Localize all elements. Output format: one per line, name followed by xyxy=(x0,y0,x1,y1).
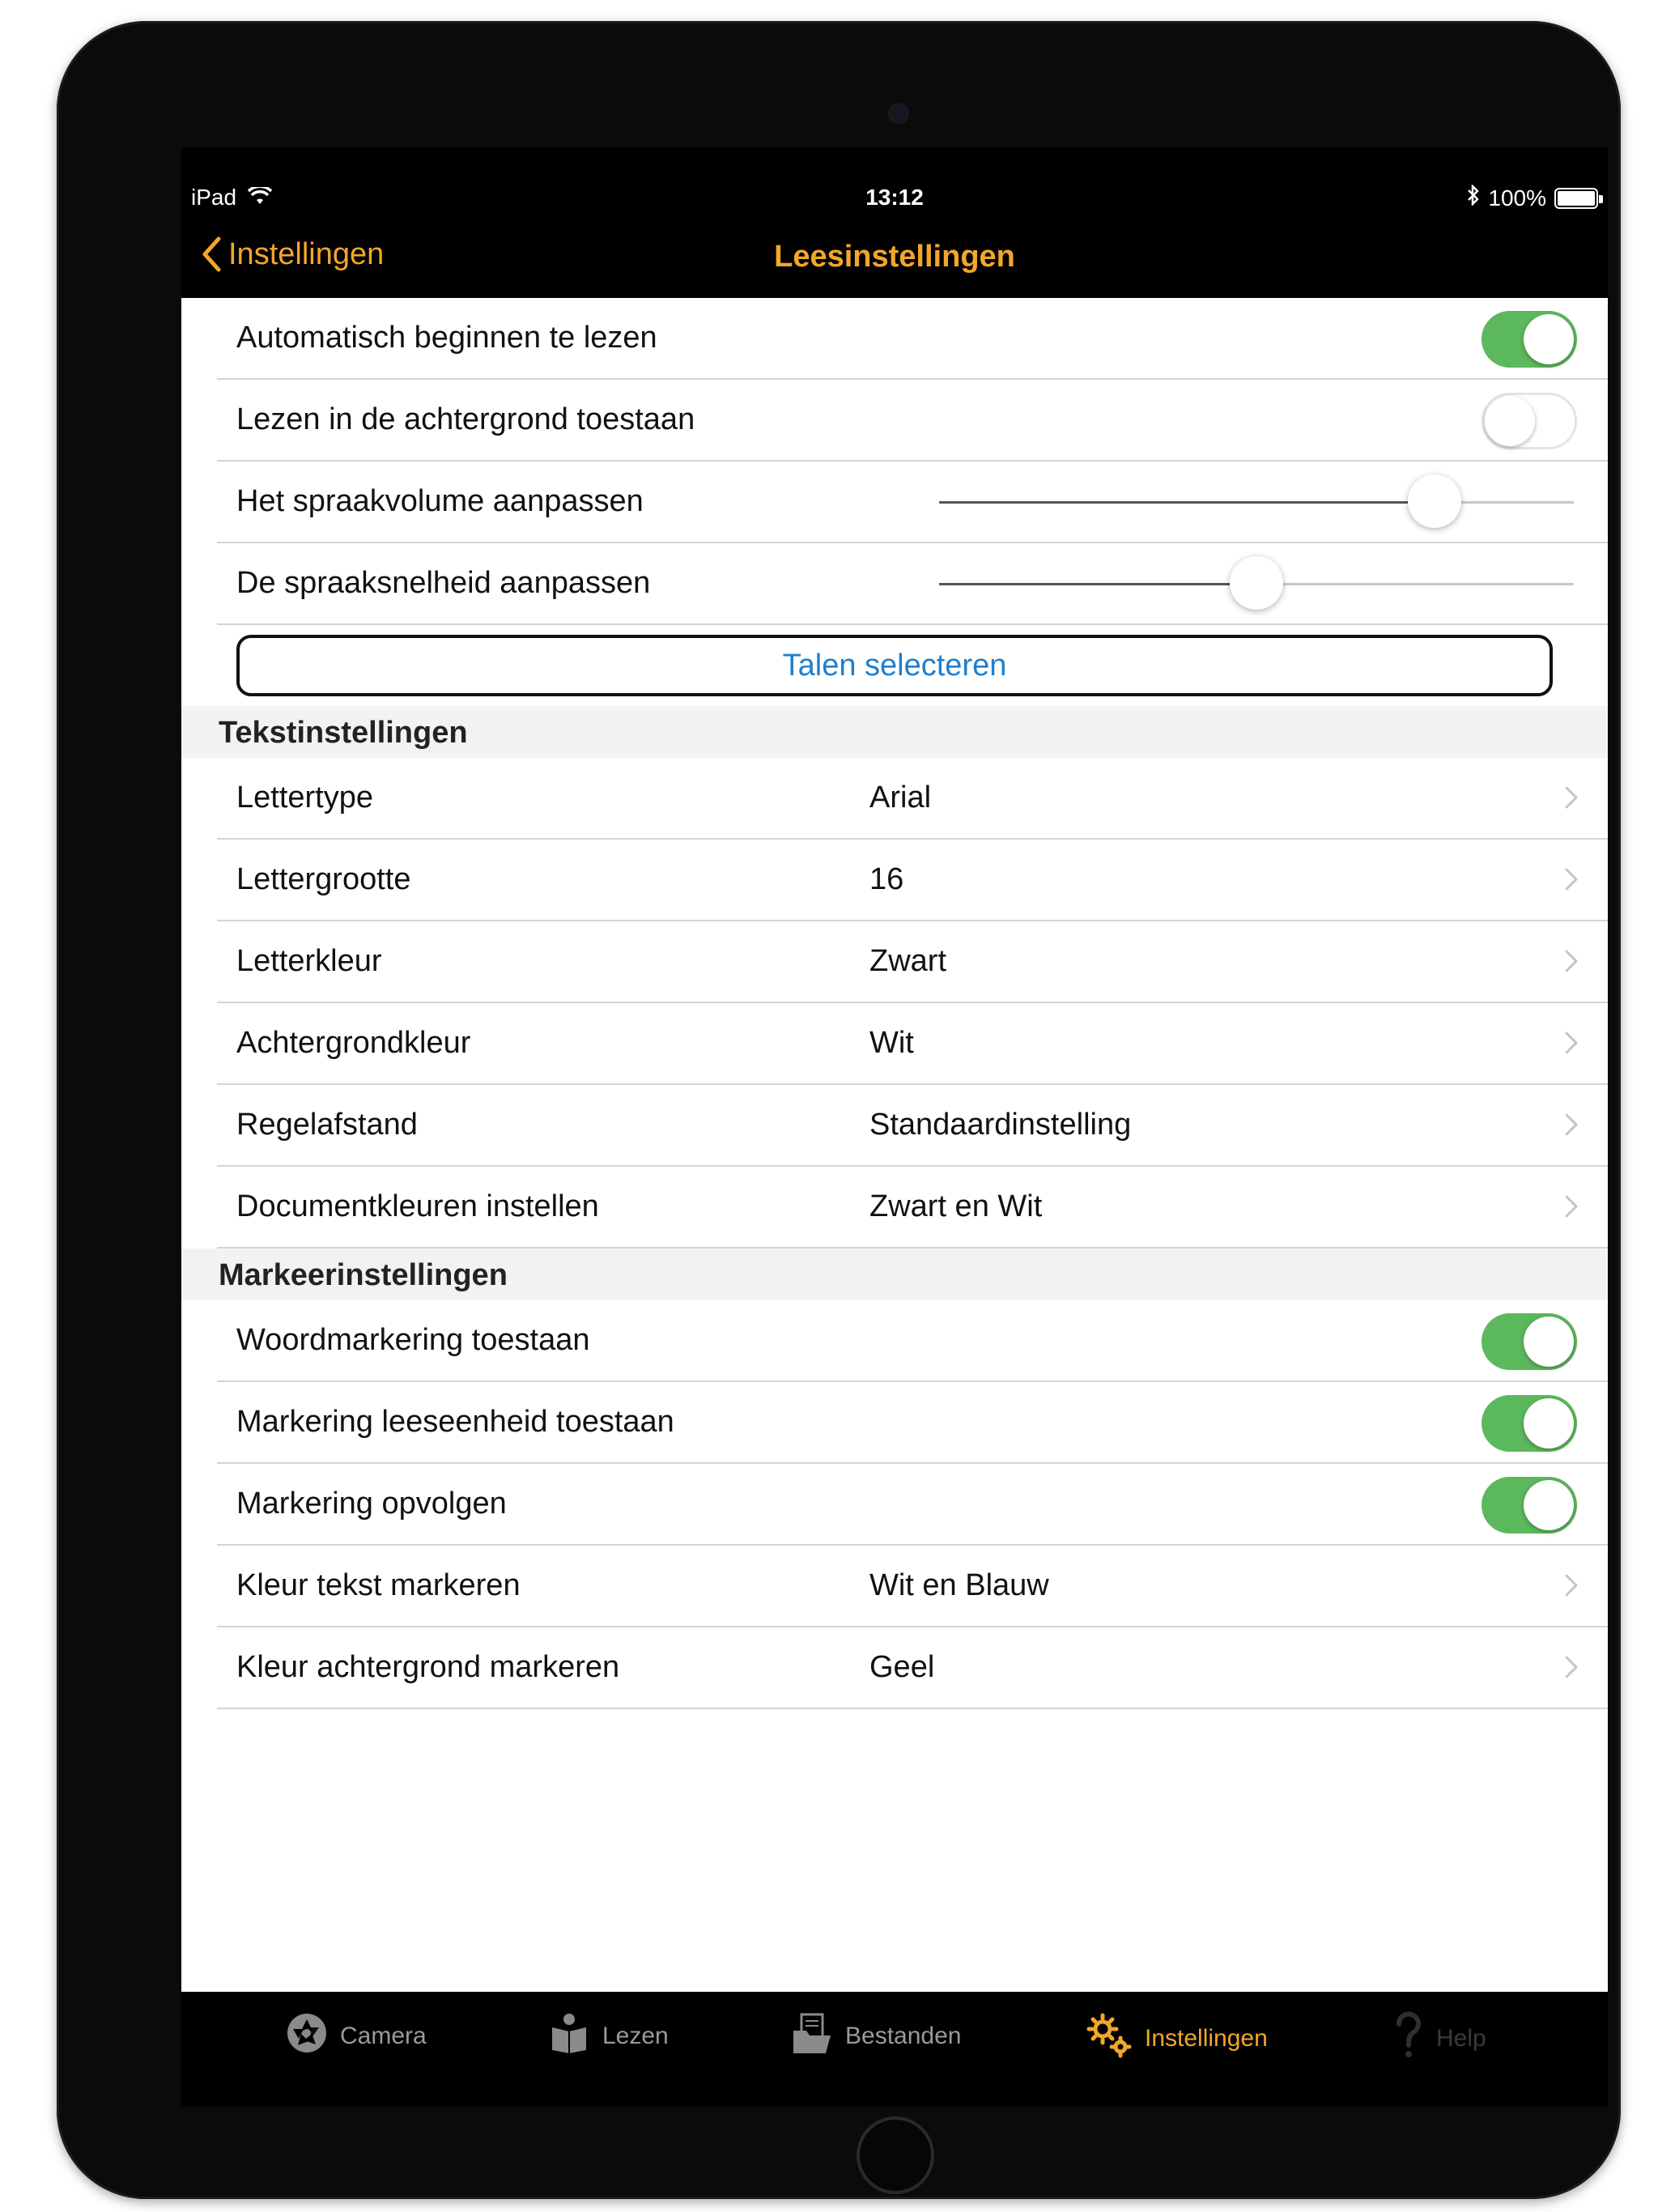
highlight-toggle[interactable] xyxy=(1482,1395,1577,1452)
row-label: Markering opvolgen xyxy=(236,1487,507,1521)
ipad-frame xyxy=(57,21,1621,2199)
row-label: Woordmarkering toestaan xyxy=(236,1323,590,1357)
tab-label: Bestanden xyxy=(845,2023,962,2049)
tab-label: Help xyxy=(1436,2025,1486,2052)
row-value: Wit xyxy=(869,1026,914,1060)
reading-person-icon xyxy=(547,2011,591,2061)
status-time: 13:12 xyxy=(865,185,924,210)
select-languages-button[interactable]: Talen selecteren xyxy=(236,635,1553,696)
tab-instellingen[interactable] xyxy=(1085,2011,1268,2066)
tab-label: Camera xyxy=(340,2023,427,2049)
settings-row[interactable] xyxy=(217,758,1608,840)
files-folder-icon xyxy=(790,2011,834,2061)
section-header-highlight xyxy=(181,1249,1608,1300)
row-label: Achtergrondkleur xyxy=(236,1026,471,1060)
row-value: 16 xyxy=(869,862,904,896)
device-name: iPad xyxy=(191,185,237,210)
row-label: Kleur achtergrond markeren xyxy=(236,1650,620,1684)
row-value: Zwart xyxy=(869,944,946,978)
row-label: Markering leeseenheid toestaan xyxy=(236,1405,674,1439)
chevron-right-icon xyxy=(1564,1112,1579,1141)
tab-bar xyxy=(181,1992,1608,2107)
camera-aperture-icon xyxy=(285,2011,329,2061)
background-reading-toggle[interactable] xyxy=(1482,393,1577,449)
row-label: Lezen in de achtergrond toestaan xyxy=(236,402,695,436)
settings-row[interactable] xyxy=(217,1003,1608,1085)
section-title: Tekstinstellingen xyxy=(219,716,468,750)
chevron-right-icon xyxy=(1564,867,1579,895)
row-label: Het spraakvolume aanpassen xyxy=(236,484,644,518)
section-header-text xyxy=(181,706,1608,758)
chevron-right-icon xyxy=(1564,785,1579,814)
settings-row[interactable] xyxy=(217,840,1608,921)
tab-bestanden[interactable] xyxy=(790,2011,961,2061)
auto-start-row xyxy=(217,298,1608,380)
settings-row[interactable] xyxy=(217,1627,1608,1709)
toggle-row xyxy=(217,1464,1608,1546)
settings-list xyxy=(181,298,1608,1992)
toggle-row xyxy=(217,1382,1608,1464)
row-label: Regelafstand xyxy=(236,1108,418,1142)
row-label: Automatisch beginnen te lezen xyxy=(236,321,657,355)
status-bar xyxy=(181,147,1608,212)
slider-thumb[interactable] xyxy=(1408,474,1461,528)
bluetooth-icon xyxy=(1467,185,1480,211)
chevron-left-icon xyxy=(201,236,222,272)
back-label: Instellingen xyxy=(228,236,385,271)
section-title: Markeerinstellingen xyxy=(219,1258,508,1292)
battery-percent: 100% xyxy=(1488,185,1546,211)
settings-row[interactable] xyxy=(217,1546,1608,1627)
row-label: Letterkleur xyxy=(236,944,382,978)
home-button[interactable] xyxy=(857,2116,934,2194)
toggle-row xyxy=(217,1300,1608,1382)
row-value: Wit en Blauw xyxy=(869,1568,1049,1602)
tab-help[interactable] xyxy=(1392,2011,1486,2066)
background-reading-row xyxy=(217,380,1608,462)
chevron-right-icon xyxy=(1564,949,1579,977)
tab-label: Lezen xyxy=(602,2023,669,2049)
volume-slider[interactable] xyxy=(939,501,1574,504)
chevron-right-icon xyxy=(1564,1655,1579,1683)
auto-start-toggle[interactable] xyxy=(1482,311,1577,368)
screen xyxy=(181,147,1608,2107)
tab-label: Instellingen xyxy=(1145,2025,1268,2052)
row-value: Arial xyxy=(869,781,932,815)
chevron-right-icon xyxy=(1564,1031,1579,1059)
settings-row[interactable] xyxy=(217,1085,1608,1167)
settings-row[interactable] xyxy=(217,1167,1608,1249)
row-value: Standaardinstelling xyxy=(869,1108,1132,1142)
tab-lezen[interactable] xyxy=(547,2011,669,2061)
question-mark-icon xyxy=(1392,2011,1425,2066)
row-label: De spraaksnelheid aanpassen xyxy=(236,566,651,600)
chevron-right-icon xyxy=(1564,1573,1579,1602)
row-label: Lettergrootte xyxy=(236,862,411,896)
speed-slider[interactable] xyxy=(939,583,1574,586)
row-value: Zwart en Wit xyxy=(869,1189,1043,1223)
row-value: Geel xyxy=(869,1650,935,1684)
highlight-toggle[interactable] xyxy=(1482,1313,1577,1370)
back-button[interactable] xyxy=(201,236,384,272)
gears-icon xyxy=(1085,2011,1133,2066)
row-label: Documentkleuren instellen xyxy=(236,1189,599,1223)
row-label: Lettertype xyxy=(236,781,373,815)
settings-row[interactable] xyxy=(217,921,1608,1003)
navigation-bar xyxy=(181,220,1608,295)
highlight-toggle[interactable] xyxy=(1482,1477,1577,1534)
chevron-right-icon xyxy=(1564,1194,1579,1223)
row-label: Kleur tekst markeren xyxy=(236,1568,521,1602)
page-title: Leesinstellingen xyxy=(774,240,1015,274)
tab-camera[interactable] xyxy=(285,2011,427,2061)
slider-thumb[interactable] xyxy=(1230,556,1283,610)
speed-row xyxy=(217,543,1608,625)
volume-row xyxy=(217,462,1608,543)
battery-icon xyxy=(1554,188,1598,209)
front-camera xyxy=(891,105,907,121)
